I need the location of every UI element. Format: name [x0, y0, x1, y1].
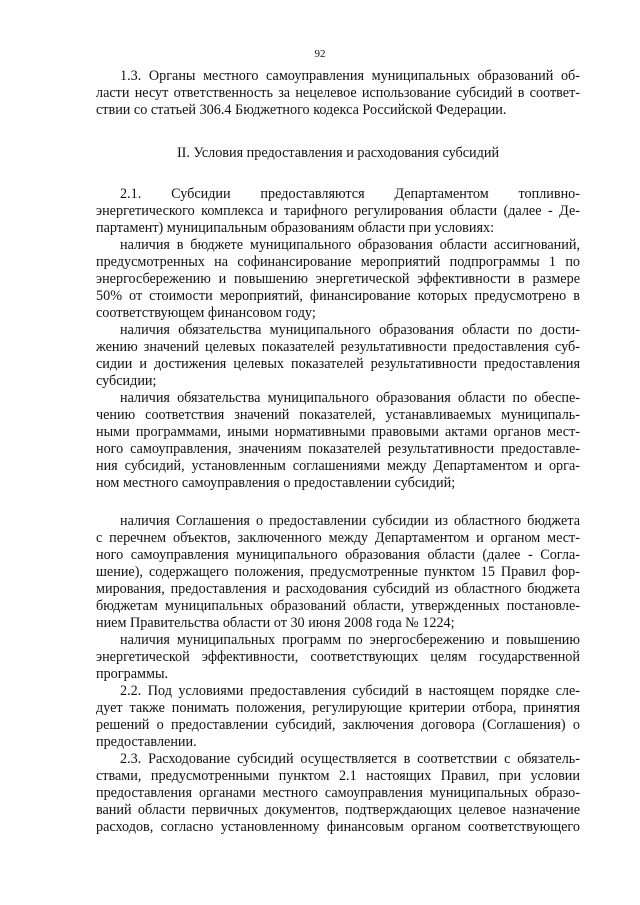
- text-line: ном местного самоуправления о предоставлении субсидий;: [96, 475, 456, 491]
- text-line: жению значений целевых показателей результативности предоставления суб-: [96, 339, 580, 355]
- text-line: решений о предоставлении субсидий, заключения договора (Соглашения) о: [96, 717, 580, 733]
- paragraph-1-3: [96, 68, 580, 119]
- text-line: ствии со статьей 306.4 Бюджетного кодекса Российской Федерации.: [96, 102, 507, 118]
- text-line: 1.3. Органы местного самоуправления муниципальных образований об-: [120, 68, 580, 84]
- text-line: 2.1. Субсидии предоставляются Департаментом топливно-: [120, 186, 580, 202]
- text-line: мирования, предоставления и расходования субсидий из областного бюджета: [96, 581, 580, 597]
- text-line: бюджетам муниципальных образований области, утвержденных постановле-: [96, 598, 580, 614]
- text-line: 2.2. Под условиями предоставления субсидий в настоящем порядке сле-: [120, 683, 580, 699]
- text-line: предоставления органами местного самоуправления муниципальных образо-: [96, 785, 580, 801]
- text-line: наличия муниципальных программ по энергосбережению и повышению: [120, 632, 580, 648]
- text-line: сидии и достижения целевых показателей результативности предоставления: [96, 356, 580, 372]
- text-line: 2.3. Расходование субсидий осуществляется в соответствии с обязатель-: [120, 751, 580, 767]
- text-line: 50% от стоимости мероприятий, финансирование которых предусмотрено в: [96, 288, 580, 304]
- text-line: субсидии;: [96, 373, 157, 389]
- paragraph-2-1: [96, 186, 580, 492]
- paragraph-gap: [96, 492, 580, 513]
- text-line: наличия обязательства муниципального образования области по обеспе-: [120, 390, 580, 406]
- text-line: расходов, согласно установленному финансовым органом соответствующего: [96, 819, 580, 835]
- text-line: ствами, предусмотренными пунктом 2.1 настоящих Правил, при условии: [96, 768, 580, 784]
- text-line: предоставлении.: [96, 734, 197, 750]
- text-line: программы.: [96, 666, 169, 682]
- text-line: наличия в бюджете муниципального образования области ассигнований,: [120, 237, 580, 253]
- text-line: с перечнем объектов, заключенного между Департаментом и органом мест-: [96, 530, 580, 546]
- text-line: энергетического комплекса и тарифного регулирования области (далее - Де-: [96, 203, 580, 219]
- text-line: ными программами, иными нормативными правовыми актами органов мест-: [96, 424, 580, 440]
- text-line: ласти несут ответственность за нецелевое использование субсидий в соответ-: [96, 85, 580, 101]
- text-line: соответствующем финансовом году;: [96, 305, 316, 321]
- text-line: ного самоуправления, значениям показателей результативности предоставле-: [96, 441, 580, 457]
- text-line: предусмотренных на софинансирование мероприятий подпрограммы 1 по: [96, 254, 580, 270]
- text-line: наличия обязательства муниципального образования области по дости-: [120, 322, 580, 338]
- text-line: ного самоуправления муниципального образования области (далее - Согла-: [96, 547, 580, 563]
- text-line: наличия Соглашения о предоставлении субсидии из областного бюджета: [120, 513, 580, 529]
- text-line: чению соответствия значений показателей, устанавливаемых муниципаль-: [96, 407, 580, 423]
- text-line: нием Правительства области от 30 июня 2008 года № 1224;: [96, 615, 455, 631]
- text-line: ния субсидий, установленным соглашениями между Департаментом и орга-: [96, 458, 580, 474]
- text-line: ваний области первичных документов, подтверждающих целевое назначение: [96, 802, 580, 818]
- text-line: энергетической эффективности, соответствующих целям государственной: [96, 649, 580, 665]
- paragraph-2-1-continued: [96, 513, 580, 836]
- text-line: энергосбережению и повышению энергетической эффективности в размере: [96, 271, 580, 287]
- text-line: партамент) муниципальным образованиям области при условиях:: [96, 220, 495, 236]
- document-body: [96, 68, 580, 836]
- section-heading: II. Условия предоставления и расходования субсидий: [176, 145, 500, 161]
- text-line: дует также понимать положения, регулирующие критерии отбора, принятия: [96, 700, 580, 716]
- text-line: шение), содержащего положения, предусмотренные пунктом 15 Правил фор-: [96, 564, 580, 580]
- page-number: 92: [314, 48, 326, 60]
